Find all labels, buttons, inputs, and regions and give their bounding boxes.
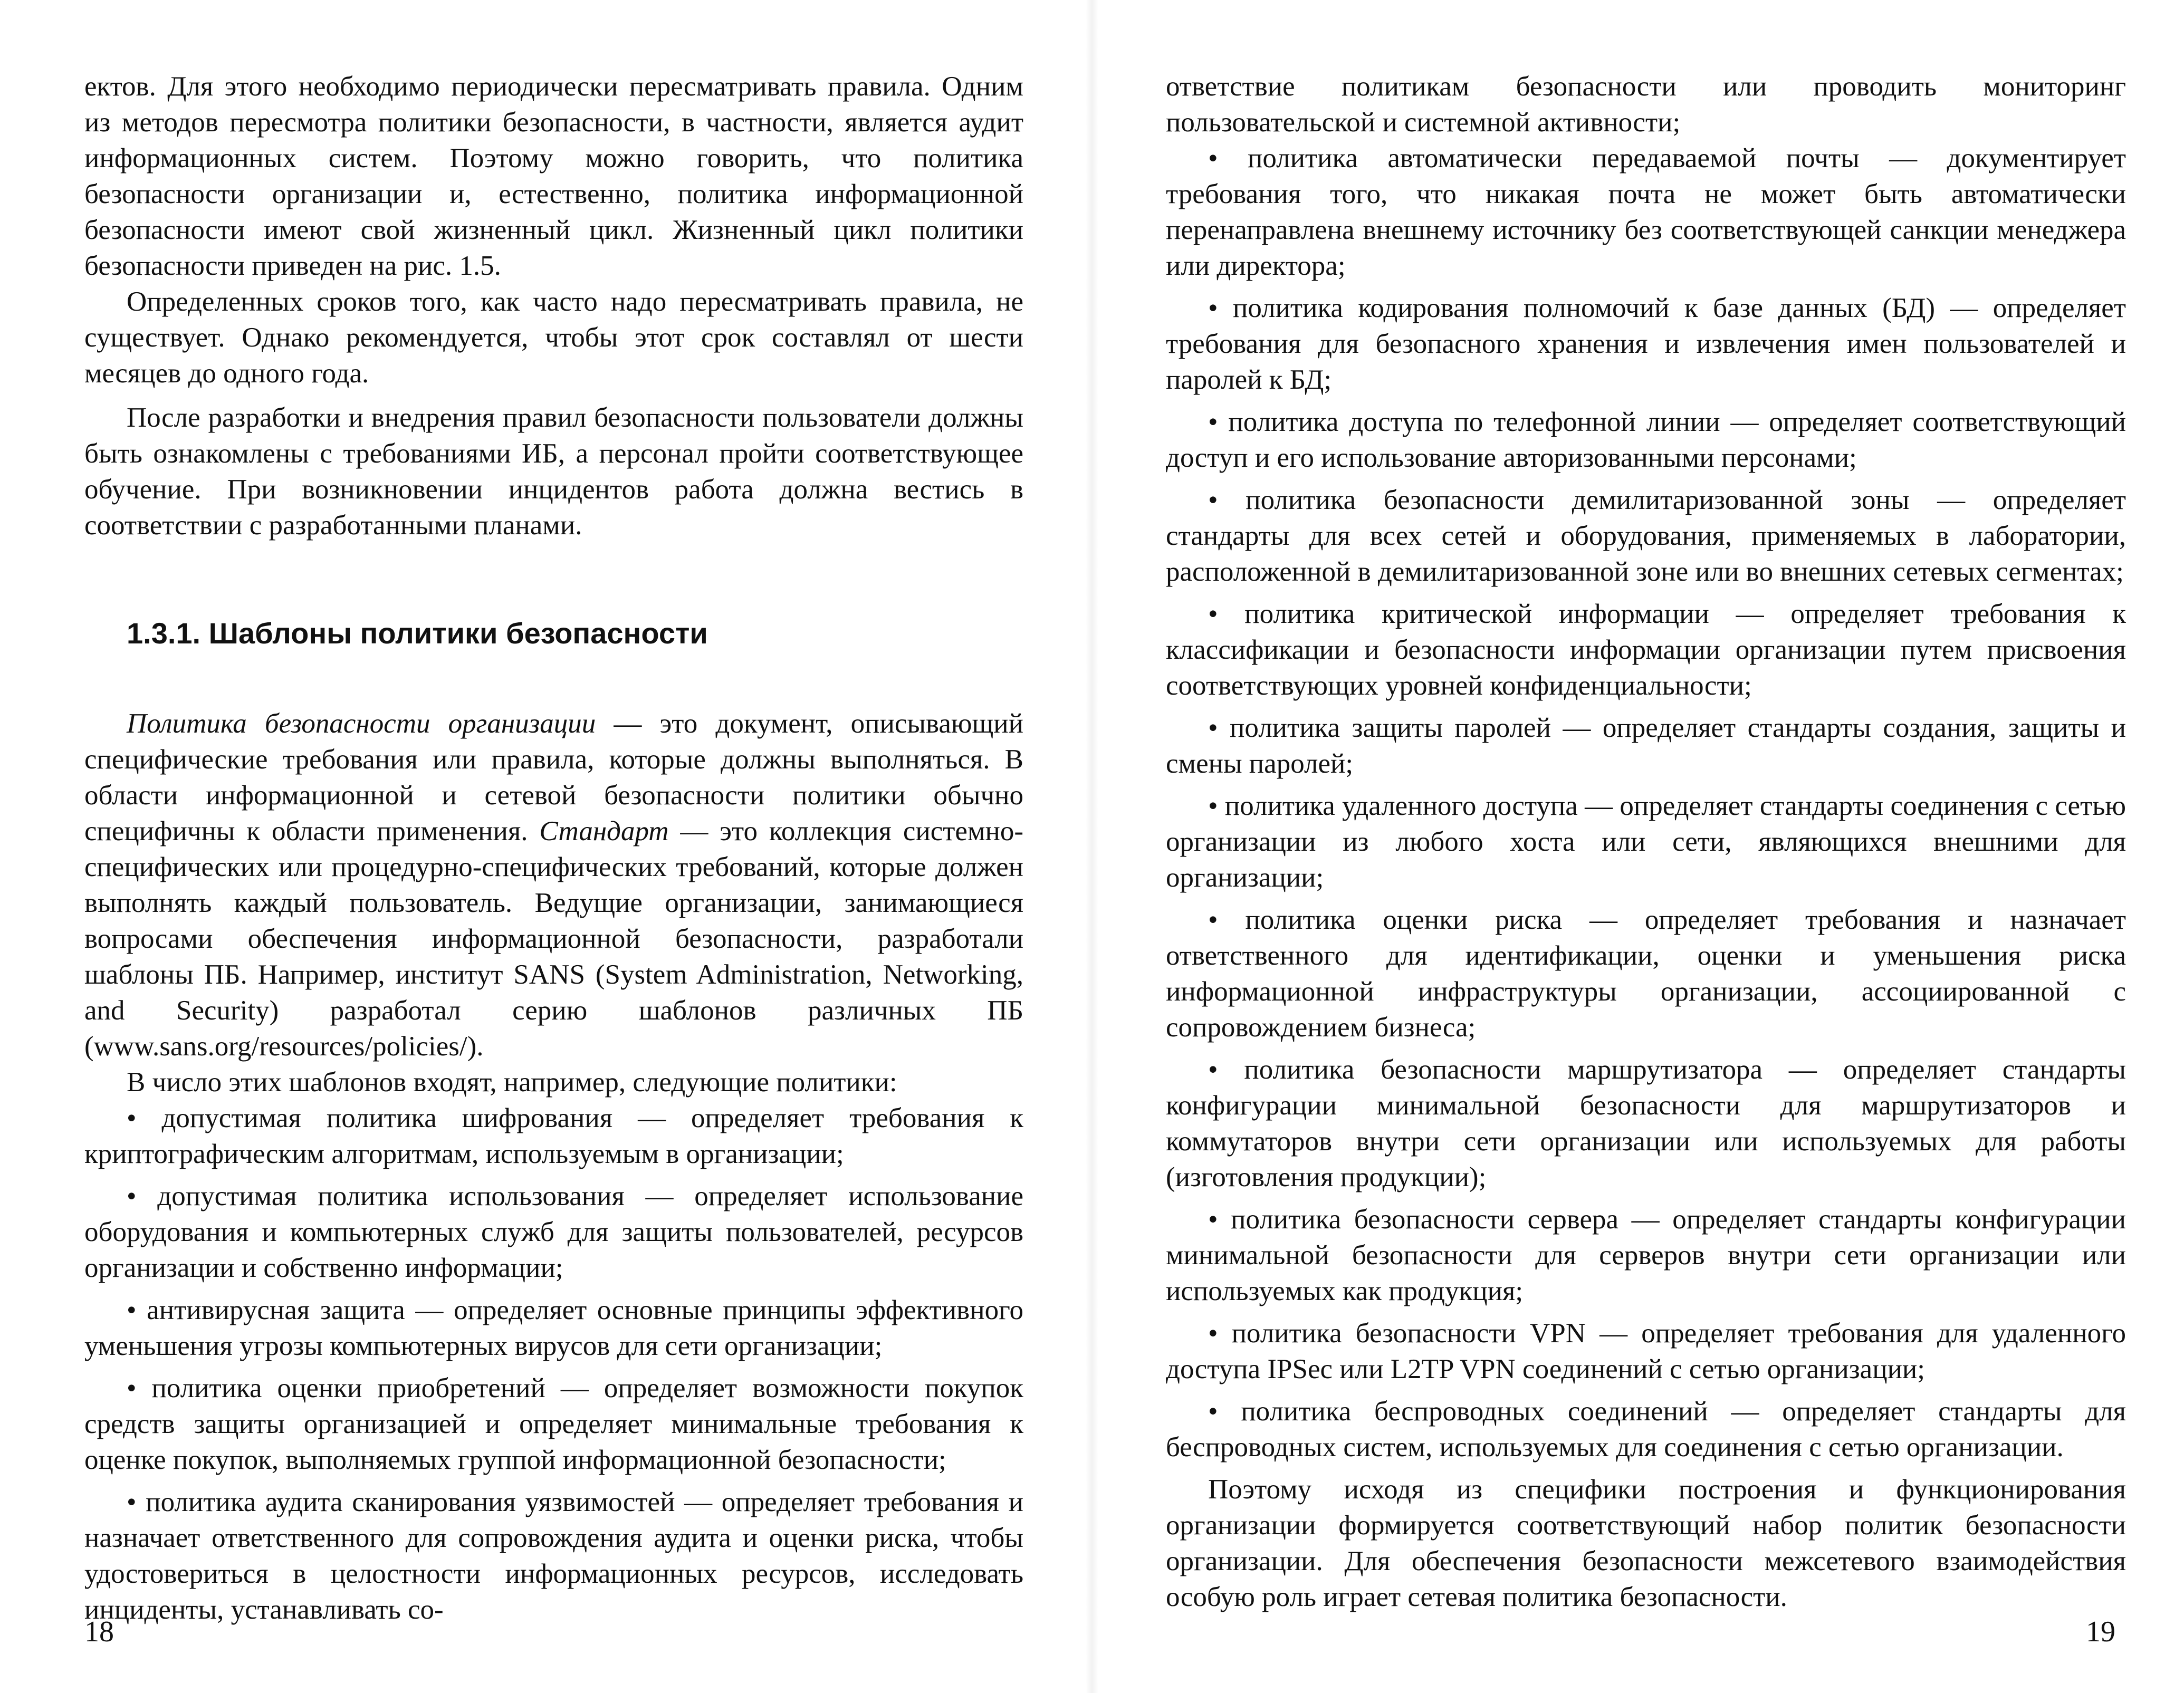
section-heading: 1.3.1. Шаблоны политики безопасности <box>127 617 708 650</box>
list-item: • допустимая политика шифрования — определяет требования к криптографическим алгоритмам, используемым в организации; <box>84 1103 1023 1169</box>
list-item: • антивирусная защита — определяет основные принципы эффективного уменьшения угрозы компьютерных вирусов для сети организации; <box>84 1295 1023 1361</box>
definition-term-policy: Политика безопасности организации <box>127 708 596 739</box>
list-item: • политика безопасности демилитаризованной зоны — определяет стандарты для всех сетей и оборудования, применяемых в лаборатории, расположенной в демилитаризованной зоне или во внешних сетевых сегментах; <box>1166 485 2126 587</box>
continuation-paragraph: ответствие политикам безопасности или проводить мониторинг пользовательской и системной активности; <box>1166 71 2126 138</box>
list-item: • политика безопасности VPN — определяет требования для удаленного доступа IPSec или L2TP VPN соединений с сетью организации; <box>1166 1318 2126 1384</box>
list-item: • политика оценки риска — определяет требования и назначает ответственного для идентификации, оценки и уменьшения риска информационной инфраструктуры организации, ассоциированной с сопровождением бизнеса; <box>1166 905 2126 1043</box>
list-item: • политика безопасности маршрутизатора — определяет стандарты конфигурации минимальной безопасности для маршрутизаторов и коммутаторов внутри сети организации или используемых для работы (изготовления продукции); <box>1166 1054 2126 1192</box>
definition-text-policy: — это документ, описывающий специфические требования или правила, которые должны выполняться. В области информационной и сетевой безопасности политики обычно специфичны к области применения. <box>84 708 1023 846</box>
list-item: • политика критической информации — определяет требования к классификации и безопасности информации организации путем присвоения соответствующих уровней конфиденциальности; <box>1166 599 2126 701</box>
left-bullet-list <box>84 1100 1023 1628</box>
definition-text-standard: — это коллекция системно-специфических или процедурно-специфических требований, которые должен выполнять каждый пользователь. Ведущие организации, занимающиеся вопросами обеспечения информационной безопасности, разработали шаблоны ПБ. Например, институт SANS (System Administration, Networking, and Security) разработал серию шаблонов различных ПБ (www.sans.org/resources/policies/). <box>84 816 1023 1062</box>
list-item: • политика безопасности сервера — определяет стандарты конфигурации минимальной безопасности для серверов внутри сети организации или используемых как продукция; <box>1166 1204 2126 1306</box>
list-item: • политика доступа по телефонной линии — определяет соответствующий доступ и его использование авторизованными персонами; <box>1166 407 2126 473</box>
intro-paragraph-2: Определенных сроков того, как часто надо пересматривать правила, не существует. Однако рекомендуется, чтобы этот срок составлял от шести месяцев до одного года. <box>84 286 1023 389</box>
page-number-right: 19 <box>2086 1615 2115 1648</box>
list-item: • политика автоматически передаваемой почты — документирует требования того, что никакая почта не может быть автоматически перенаправлена внешнему источнику без соответствующей санкции менеджера или директора; <box>1166 143 2126 281</box>
list-item: • политика удаленного доступа — определяет стандарты соединения с сетью организации из любого хоста или сети, являющихся внешними для организации; <box>1166 791 2126 893</box>
list-item: • политика защиты паролей — определяет стандарты создания, защиты и смены паролей; <box>1166 713 2126 779</box>
list-item: • политика кодирования полномочий к базе данных (БД) — определяет требования для безопасного хранения и извлечения имен пользователей и паролей к БД; <box>1166 293 2126 395</box>
right-page <box>1092 0 2184 1693</box>
definition-paragraph <box>84 706 1023 1064</box>
list-item: • политика беспроводных соединений — определяет стандарты для беспроводных систем, используемых для соединения с сетью организации. <box>1166 1396 2126 1463</box>
list-item: • политика аудита сканирования уязвимостей — определяет требования и назначает ответственного для сопровождения аудита и оценки риска, чтобы удостовериться в целостности информационных ресурсов, исследовать инциденты, устанавливать со- <box>84 1487 1023 1625</box>
definition-term-standard: Стандарт <box>539 816 669 846</box>
intro-paragraph-1: ектов. Для этого необходимо периодически пересматривать правила. Одним из методов пересмотра политики безопасности, в частности, является аудит информационных систем. Поэтому можно говорить, что политика безопасности организации и, естественно, политика информационной безопасности имеют свой жизненный цикл. Жизненный цикл политики безопасности приведен на рис. 1.5. <box>84 71 1023 281</box>
list-item: • допустимая политика использования — определяет использование оборудования и компьютерных служб для защиты пользователей, ресурсов организации и собственно информации; <box>84 1181 1023 1283</box>
right-text-column <box>1166 69 2126 1615</box>
page-number-left: 18 <box>84 1615 114 1648</box>
list-item: • политика оценки приобретений — определяет возможности покупок средств защиты организацией и определяет минимальные требования к оценке покупок, выполняемых группой информационной безопасности; <box>84 1373 1023 1475</box>
right-bullet-list <box>1166 140 2126 1465</box>
closing-paragraph: Поэтому исходя из специфики построения и функционирования организации формируется соответствующий набор политик безопасности организации. Для обеспечения безопасности межсетевого взаимодействия особую роль играет сетевая политика безопасности. <box>1166 1474 2126 1612</box>
list-intro: В число этих шаблонов входят, например, следующие политики: <box>127 1067 897 1098</box>
intro-paragraph-3: После разработки и внедрения правил безопасности пользователи должны быть ознакомлены с требованиями ИБ, а персонал пройти соответствующее обучение. При возникновении инцидентов работа должна вестись в соответствии с разработанными планами. <box>84 402 1023 541</box>
left-text-column <box>84 69 1023 1634</box>
